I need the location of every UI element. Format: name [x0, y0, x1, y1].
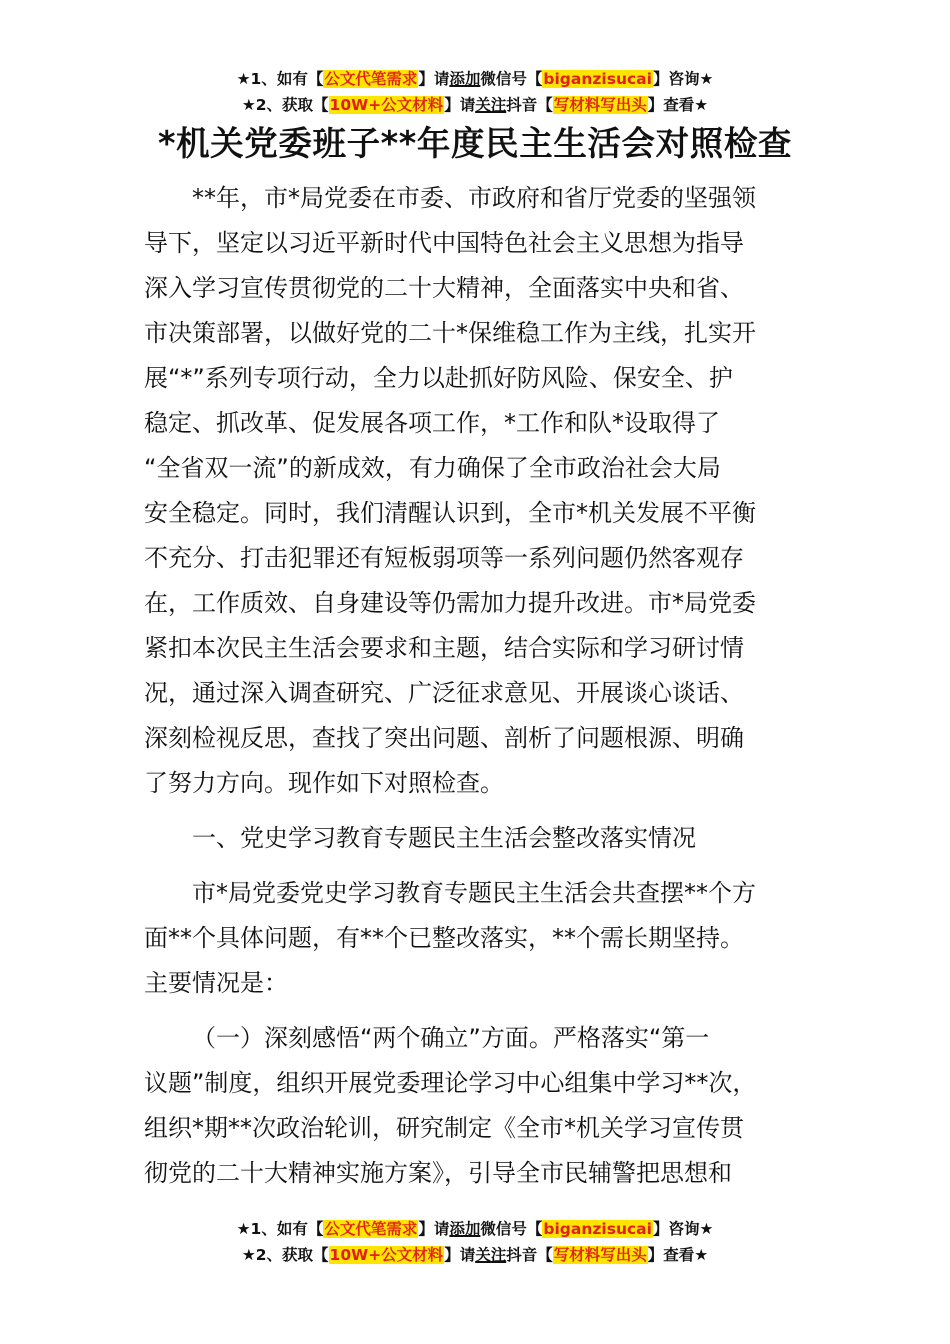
text-line: 市*局党委党史学习教育专题民主生活会共查摆**个方	[192, 879, 756, 907]
highlight-wechat-id: biganzisucai	[543, 70, 652, 88]
section-heading-1	[144, 816, 820, 861]
banner-line-1: ★1、如有【公文代笔需求】请添加微信号【biganzisucai】咨询★	[236, 70, 714, 88]
text-line: 议题”制度，组织开展党委理论学习中心组集中学习**次，	[144, 1069, 757, 1097]
highlight-douyin: 写材料写出头	[553, 1246, 647, 1264]
paragraph-summary	[144, 871, 820, 1006]
document-title: *机关党委班子**年度民主生活会对照检查	[157, 124, 793, 163]
text-line: 安全稳定。同时，我们清醒认识到，全市*机关发展不平衡	[144, 499, 756, 527]
text-line: 彻党的二十大精神实施方案》，引导全市民辅警把思想和	[144, 1159, 732, 1187]
text-line: 组织*期**次政治轮训，研究制定《全市*机关学习宣传贯	[144, 1114, 744, 1142]
highlight-service: 公文代笔需求	[324, 1220, 418, 1238]
highlight-materials: 10W+公文材料	[329, 96, 444, 114]
text-line: 主要情况是：	[144, 969, 288, 997]
highlight-douyin: 写材料写出头	[553, 96, 647, 114]
document-body	[144, 176, 820, 1196]
text-line: 一、党史学习教育专题民主生活会整改落实情况	[192, 824, 696, 852]
text-line: 在，工作质效、自身建设等仍需加力提升改进。市*局党委	[144, 589, 756, 617]
text-line: 稳定、抓改革、促发展各项工作，*工作和队*设取得了	[144, 409, 720, 437]
text-line: 紧扣本次民主生活会要求和主题，结合实际和学习研讨情	[144, 634, 744, 662]
text-line: 导下，坚定以习近平新时代中国特色社会主义思想为指导	[144, 229, 744, 257]
text-line: （一）深刻感悟“两个确立”方面。严格落实“第一	[192, 1024, 710, 1052]
highlight-wechat-id: biganzisucai	[543, 1220, 652, 1238]
text-line: 不充分、打击犯罪还有短板弱项等一系列问题仍然客观存	[144, 544, 744, 572]
banner-line-1: ★1、如有【公文代笔需求】请添加微信号【biganzisucai】咨询★	[236, 1220, 714, 1238]
highlight-service: 公文代笔需求	[324, 70, 418, 88]
text-line: **年，市*局党委在市委、市政府和省厅党委的坚强领	[192, 184, 756, 212]
text-line: 况，通过深入调查研究、广泛征求意见、开展谈心谈话、	[144, 679, 744, 707]
text-line: 了努力方向。现作如下对照检查。	[144, 769, 504, 797]
text-line: 展“*”系列专项行动，全力以赴抓好防风险、保安全、护	[144, 364, 733, 392]
text-line: 深入学习宣传贯彻党的二十大精神，全面落实中央和省、	[144, 274, 744, 302]
text-line: 深刻检视反思，查找了突出问题、剖析了问题根源、明确	[144, 724, 744, 752]
text-line: “全省双一流”的新成效，有力确保了全市政治社会大局	[144, 454, 721, 482]
text-line: 市决策部署，以做好党的二十*保维稳工作为主线，扎实开	[144, 319, 756, 347]
banner-line-2: ★2、获取【10W+公文材料】请关注抖音【写材料写出头】查看★	[241, 1246, 709, 1264]
paragraph-intro	[144, 176, 820, 806]
banner-line-2: ★2、获取【10W+公文材料】请关注抖音【写材料写出头】查看★	[241, 96, 709, 114]
paragraph-item-1	[144, 1016, 820, 1196]
text-line: 面**个具体问题，有**个已整改落实，**个需长期坚持。	[144, 924, 744, 952]
highlight-materials: 10W+公文材料	[329, 1246, 444, 1264]
footer-banner	[0, 1216, 950, 1268]
header-banner	[0, 66, 950, 118]
